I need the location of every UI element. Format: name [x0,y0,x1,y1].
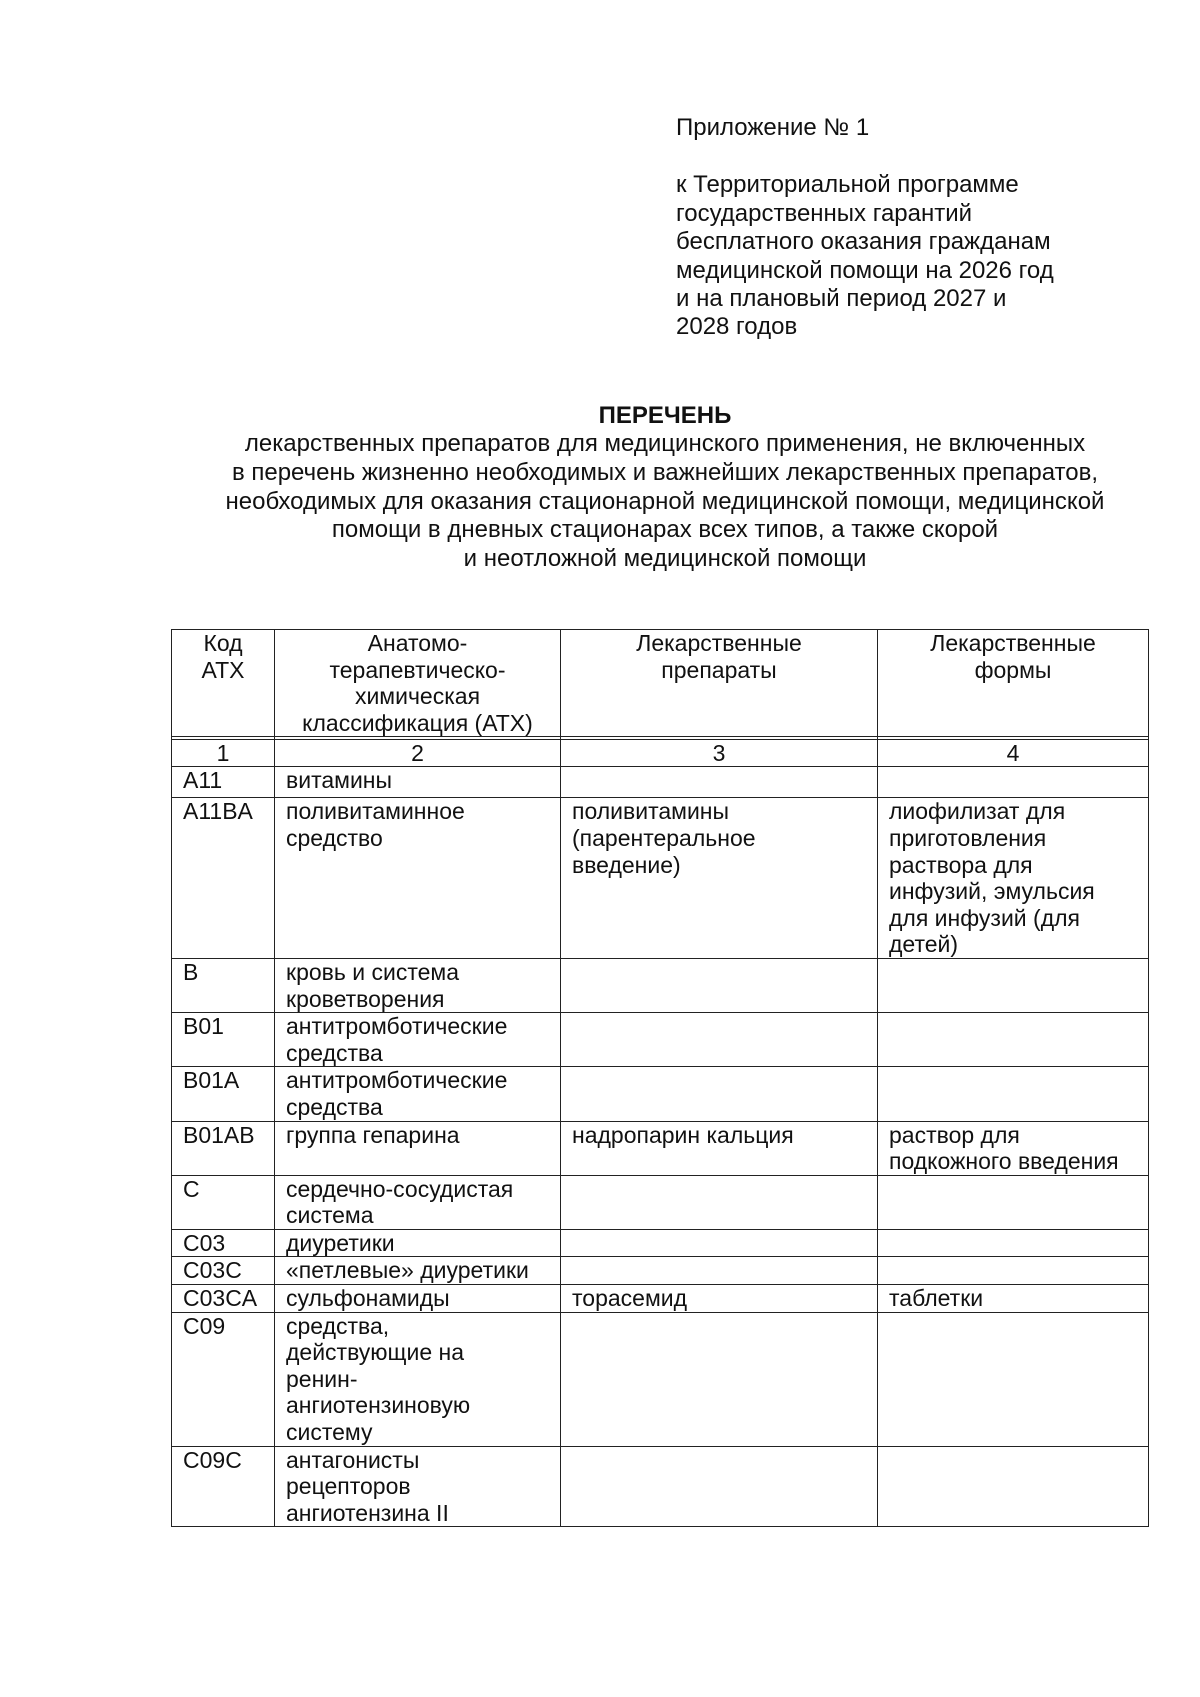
drug-name-cell [561,1229,878,1257]
column-number-cell: 2 [275,740,561,767]
atc-classification-cell: антитромботические средства [275,1013,561,1067]
atc-code-cell: C09 [172,1312,275,1446]
atc-classification-cell: антагонисты рецепторов ангиотензина II [275,1446,561,1527]
drug-name-cell: торасемид [561,1285,878,1313]
atc-classification-cell: средства, действующие на ренин- ангиотензиновую систему [275,1312,561,1446]
drug-name-cell [561,1312,878,1446]
atc-classification-cell: витамины [275,767,561,798]
drug-name-cell [561,767,878,798]
header-cell: Лекарственные препараты [561,630,878,737]
table-row [172,798,1149,959]
table-row [172,1229,1149,1257]
atc-classification-cell: сердечно-сосудистая система [275,1175,561,1229]
drug-name-cell [561,1446,878,1527]
dosage-form-cell [878,1229,1149,1257]
atc-code-cell: A11 [172,767,275,798]
atc-classification-cell: группа гепарина [275,1121,561,1175]
table-row [172,1067,1149,1121]
table-row [172,1446,1149,1527]
dosage-form-cell [878,1067,1149,1121]
atc-code-cell: B [172,958,275,1012]
atc-code-cell: A11BA [172,798,275,959]
dosage-form-cell [878,1013,1149,1067]
appendix-subtitle: к Территориальной программе государственных гарантий бесплатного оказания гражданам медицинской помощи на 2026 год и на плановый период 2027 и 2028 годов [676,171,1054,341]
table-body [172,737,1149,1527]
dosage-form-cell: раствор для подкожного введения [878,1121,1149,1175]
dosage-form-cell [878,1312,1149,1446]
atc-classification-cell: антитромботические средства [275,1067,561,1121]
atc-code-cell: B01 [172,1013,275,1067]
medication-table [171,629,1149,1527]
header-cell: Лекарственные формы [878,630,1149,737]
drug-name-cell [561,1175,878,1229]
table-row [172,1121,1149,1175]
drug-name-cell [561,1067,878,1121]
table-row [172,1257,1149,1285]
column-number-cell: 3 [561,740,878,767]
appendix-block [676,114,1146,342]
table-row [172,1175,1149,1229]
atc-code-cell: B01AB [172,1121,275,1175]
drug-name-cell: поливитамины (парентеральное введение) [561,798,878,959]
drug-name-cell: надропарин кальция [561,1121,878,1175]
atc-code-cell: C03C [172,1257,275,1285]
table-row [172,1285,1149,1313]
dosage-form-cell [878,958,1149,1012]
atc-classification-cell: поливитаминное средство [275,798,561,959]
appendix-number: Приложение № 1 [676,114,870,141]
table-row [172,1013,1149,1067]
document-title: ПЕРЕЧЕНЬ [598,402,732,429]
atc-code-cell: B01A [172,1067,275,1121]
header-cell: Код АТХ [172,630,275,737]
dosage-form-cell: лиофилизат для приготовления раствора для инфузий, эмульсия для инфузий (для детей) [878,798,1149,959]
atc-code-cell: C03CA [172,1285,275,1313]
atc-code-cell: C03 [172,1229,275,1257]
drug-name-cell [561,1013,878,1067]
atc-code-cell: C09C [172,1446,275,1527]
document-subtitle: лекарственных препаратов для медицинского применения, не включенных в перечень жизненно необходимых и важнейших лекарственных препаратов, необходимых для оказания стационарной медицинской помощи, медицинской помощи в дневных стационарах всех типов, а также скорой и неотложной медицинской помощи [225,430,1105,573]
header-row [172,630,1149,737]
column-number-cell: 4 [878,740,1149,767]
atc-classification-cell: диуретики [275,1229,561,1257]
drug-name-cell [561,1257,878,1285]
column-number-row [172,740,1149,767]
column-number-cell: 1 [172,740,275,767]
atc-code-cell: C [172,1175,275,1229]
atc-classification-cell: кровь и система кроветворения [275,958,561,1012]
dosage-form-cell [878,1175,1149,1229]
table-header [172,630,1149,737]
atc-classification-cell: «петлевые» диуретики [275,1257,561,1285]
dosage-form-cell [878,1257,1149,1285]
dosage-form-cell: таблетки [878,1285,1149,1313]
dosage-form-cell [878,767,1149,798]
drug-name-cell [561,958,878,1012]
table-row [172,958,1149,1012]
table-row [172,767,1149,798]
atc-classification-cell: сульфонамиды [275,1285,561,1313]
dosage-form-cell [878,1446,1149,1527]
table-row [172,1312,1149,1446]
header-cell: Анатомо- терапевтическо- химическая классификация (АТХ) [275,630,561,737]
